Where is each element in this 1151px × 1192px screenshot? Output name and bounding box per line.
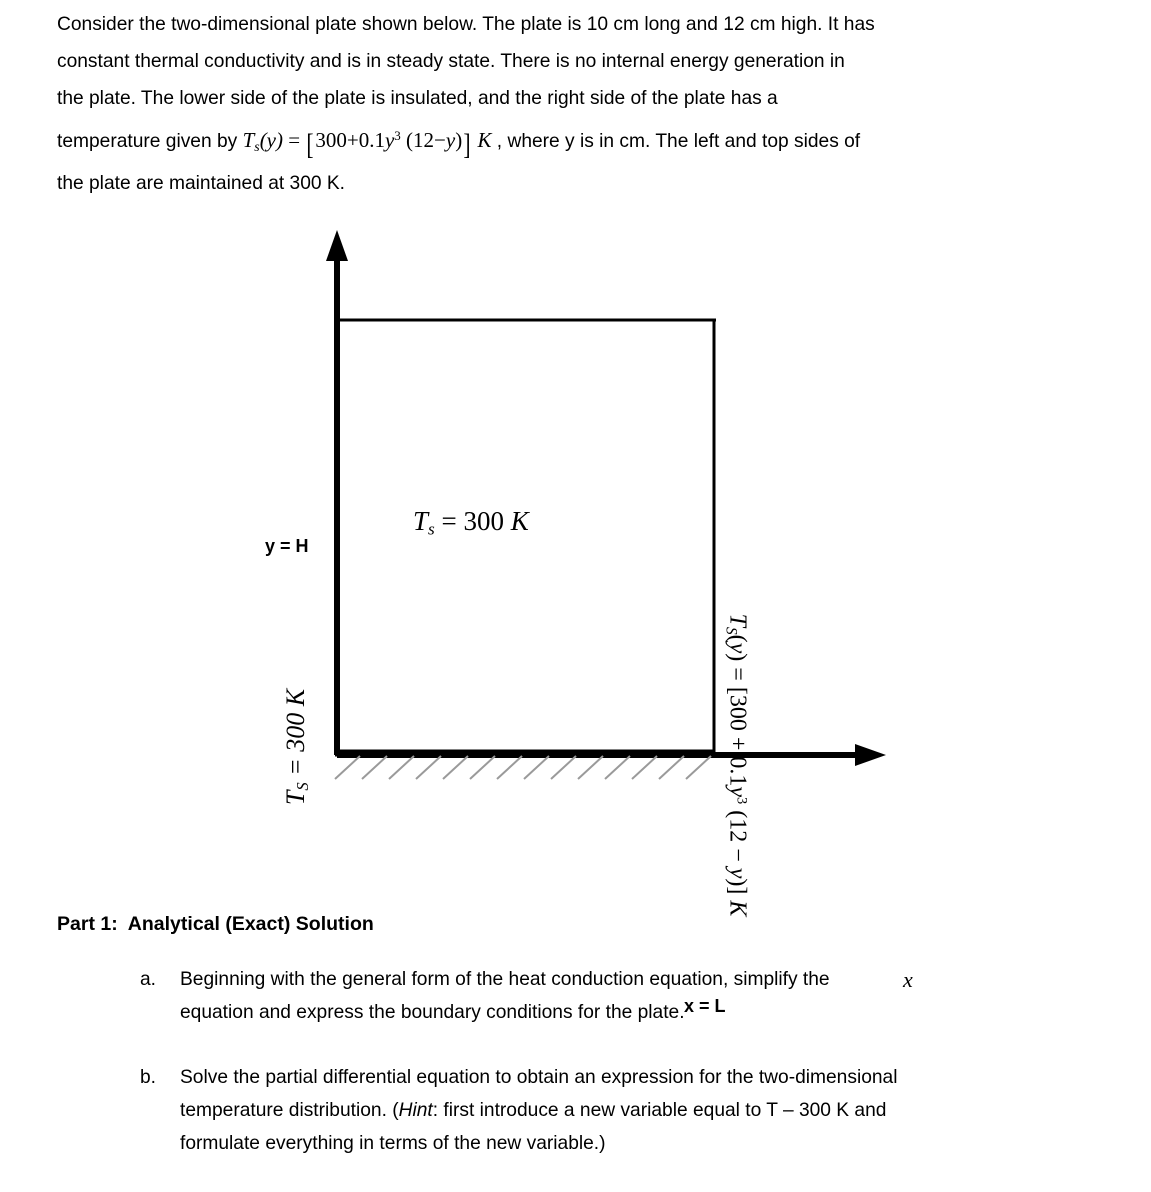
intro-line-4 bbox=[57, 117, 1115, 165]
list-item bbox=[57, 1061, 1115, 1160]
list-item bbox=[57, 963, 1115, 1029]
item-b-line-2 bbox=[180, 1094, 1115, 1127]
eq-bracket-open: [ bbox=[306, 127, 314, 161]
intro-line-3: the plate. The lower side of the plate is insulated, and the right side of the plate has a bbox=[57, 88, 778, 109]
list-item-text-b bbox=[180, 1061, 1115, 1160]
eq-12: 12 bbox=[413, 127, 435, 152]
eq-300: 300 bbox=[315, 127, 347, 152]
y-axis bbox=[326, 230, 348, 755]
part1-question-list bbox=[57, 963, 1115, 1192]
x-axis-name-label: x bbox=[903, 967, 913, 992]
intro-paragraph bbox=[57, 6, 1115, 202]
eq-minus: − bbox=[434, 127, 446, 152]
list-item-marker-b: b. bbox=[140, 1067, 157, 1088]
intro-line-5: the plate are maintained at 300 K. bbox=[57, 172, 346, 194]
top-boundary-temperature-label: $T_s = 300$ K bbox=[413, 506, 529, 539]
list-item-text-a bbox=[180, 963, 1115, 1029]
intro-line-2: constant thermal conductivity and is in steady state. There is no internal energy generation in bbox=[57, 51, 845, 72]
item-b-hint-word: Hint bbox=[398, 1100, 433, 1121]
eq-y: y bbox=[384, 127, 395, 152]
left-boundary-temperature-label: $T_S = 300$ K bbox=[280, 688, 313, 806]
eq-of-y: (y) bbox=[259, 127, 283, 152]
plate-diagram-svg bbox=[0, 225, 1151, 805]
y-axis-height-label: y = H bbox=[265, 536, 309, 556]
item-b-line-2-pre: temperature distribution. ( bbox=[180, 1100, 399, 1121]
eq-equals: = bbox=[288, 127, 301, 152]
eq-bracket-close: ] bbox=[463, 127, 471, 161]
item-b-line-1: Solve the partial differential equation to obtain an expression for the two-dimensional bbox=[180, 1067, 898, 1088]
intro-line-1: Consider the two-dimensional plate shown below. The plate is 10 cm long and 12 cm high. It has bbox=[57, 14, 875, 35]
intro-line-4-pre: temperature given by bbox=[57, 130, 243, 152]
eq-0-1: 0.1 bbox=[358, 127, 385, 152]
eq-paren-open: ( bbox=[406, 127, 414, 152]
list-item-marker-a: a. bbox=[140, 969, 157, 990]
x-axis-length-label: x = L bbox=[684, 996, 726, 1016]
item-b-line-2-post: : first introduce a new variable equal to T – 300 K and bbox=[432, 1100, 887, 1121]
item-a-line-2: equation and express the boundary conditions for the plate. bbox=[180, 1002, 685, 1023]
eq-y-2: y bbox=[445, 127, 456, 152]
eq-sub-s: s bbox=[254, 138, 260, 154]
part1-heading: Part 1: Analytical (Exact) Solution bbox=[57, 913, 374, 935]
item-a-line-1: Beginning with the general form of the heat conduction equation, simplify the bbox=[180, 969, 830, 990]
item-b-line-3: formulate everything in terms of the new variable.) bbox=[180, 1133, 606, 1154]
intro-line-4-post: , where y is in cm. The left and top sides of bbox=[491, 130, 861, 152]
right-boundary-temperature-label: $T_S(y) = [300 + 0.1y^3$ (12 − y)] K bbox=[722, 613, 751, 917]
insulation-hatching bbox=[335, 756, 711, 779]
eq-exponent-3: 3 bbox=[394, 128, 401, 143]
eq-T: T bbox=[242, 127, 255, 152]
boundary-temperature-equation bbox=[242, 127, 492, 161]
eq-plus: + bbox=[346, 127, 359, 152]
eq-K: K bbox=[477, 127, 492, 152]
eq-paren-close: ) bbox=[455, 127, 463, 152]
